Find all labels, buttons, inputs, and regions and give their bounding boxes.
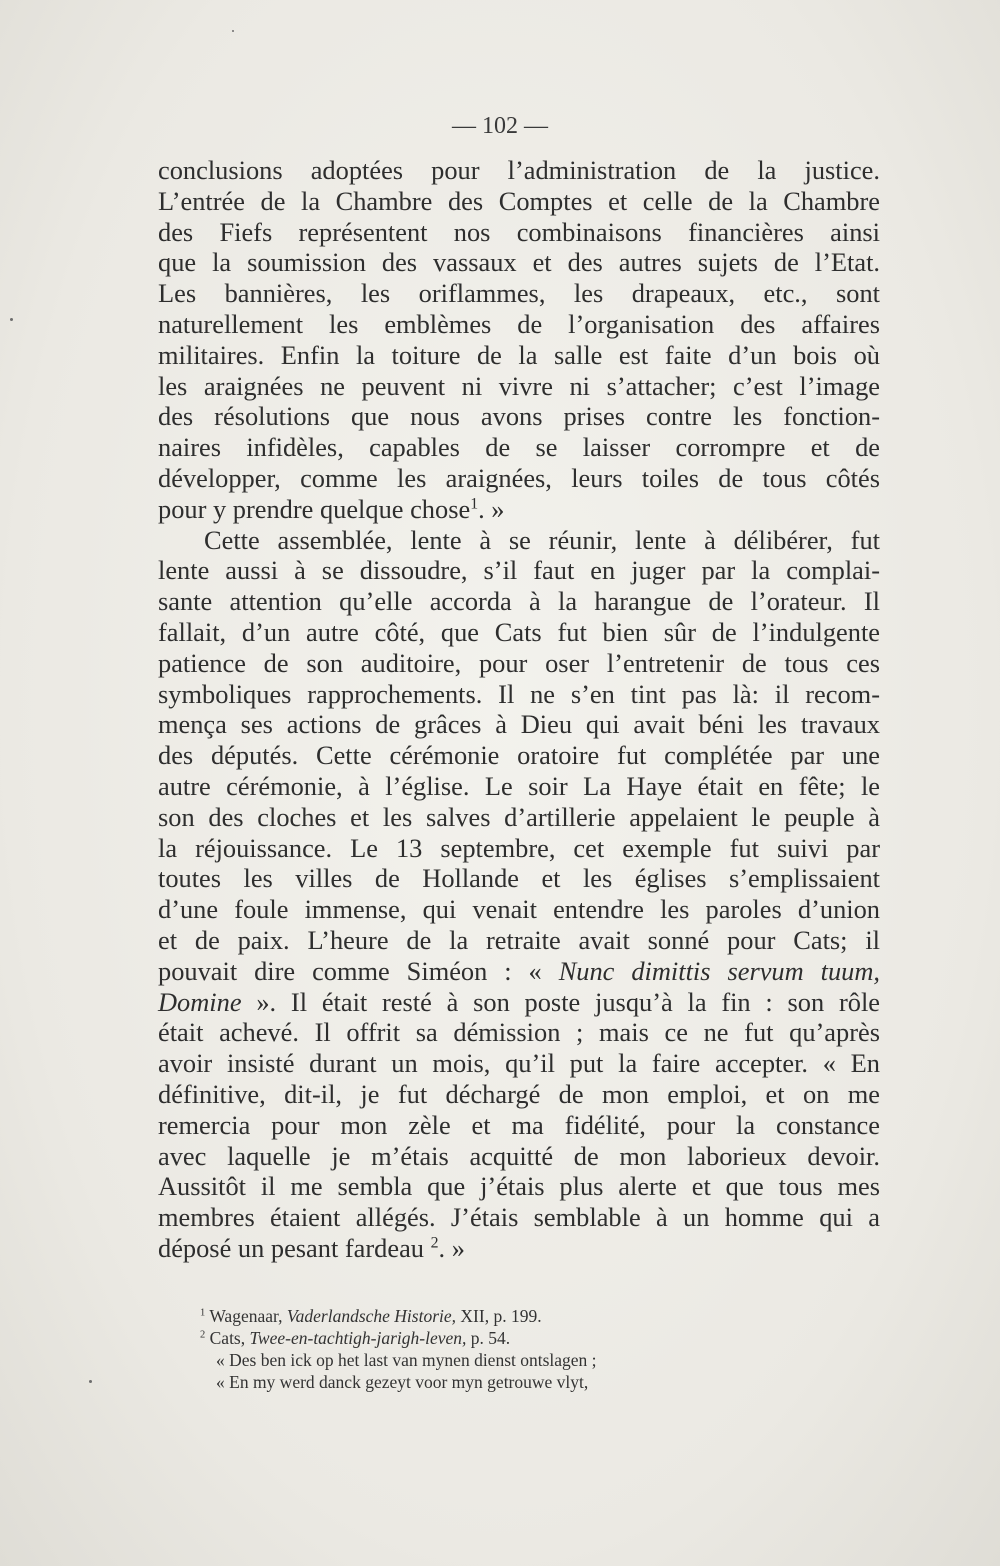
footnote-author: Wagenaar,: [209, 1306, 283, 1326]
footnote-1: [200, 1305, 800, 1327]
text-line: définitive, dit-il, je fut déchargé de mon emploi, et on me: [158, 1078, 880, 1109]
text-line: et de paix. L’heure de la retraite avait sonné pour Cats; il: [158, 924, 880, 955]
latin-quote: Nunc dimittis servum tuum,: [558, 955, 880, 986]
footnote-ref-2: 2: [430, 1234, 439, 1252]
text-line: lente aussi à se dissoudre, s’il faut en juger par la complai-: [158, 555, 880, 586]
text-line: Cette assemblée, lente à se réunir, lente à délibérer, fut: [204, 524, 880, 555]
text-line: son des cloches et les salves d’artillerie appelaient le peuple à: [158, 801, 880, 832]
text-line: avoir insisté durant un mois, qu’il put la faire accepter. « En: [158, 1048, 880, 1079]
last-line-text: pour y prendre quelque chose: [158, 493, 471, 524]
text-line: sante attention qu’elle accorda à la harangue de l’orateur. Il: [158, 586, 880, 617]
text-line: des résolutions que nous avons prises contre les fonction-: [158, 401, 880, 432]
last-line-end: . »: [438, 1232, 465, 1263]
text-line: membres étaient allégés. J’étais semblable à un homme qui a: [158, 1202, 880, 1233]
text-line: les araignées ne peuvent ni vivre ni s’attacher; c’est l’image: [158, 370, 880, 401]
text-line: patience de son auditoire, pour oser l’entretenir de tous ces: [158, 647, 880, 678]
latin-quote-line: [158, 956, 880, 987]
text-line: naires infidèles, capables de se laisser corrompre et de: [158, 432, 880, 463]
footnote-title: Twee-en-tachtigh-jarigh-leven,: [249, 1328, 467, 1348]
text-line: toutes les villes de Hollande et les églises s’emplissaient: [158, 863, 880, 894]
text-line: remercia pour mon zèle et ma fidélité, pour la constance: [158, 1109, 880, 1140]
footnote-ref-1: 1: [470, 495, 479, 513]
text-line: la réjouissance. Le 13 septembre, cet exemple fut suivi par: [158, 832, 880, 863]
text-line: symboliques rapprochements. Il ne s’en tint pas là: il recom-: [158, 678, 880, 709]
latin-quote-domine: Domine: [158, 986, 242, 1017]
paragraph-2-last-line: [158, 1233, 880, 1264]
footnote-2: [200, 1327, 800, 1349]
text-line: que la soumission des vassaux et des autres sujets de l’Etat.: [158, 247, 880, 278]
paragraph-2-rest: [158, 1017, 880, 1233]
text-line: des Fiefs représentent nos combinaisons financières ainsi: [158, 216, 880, 247]
paper-speck: [10, 318, 13, 321]
footnote-verse-2: « En my werd danck gezeyt voor myn getrouwe vlyt,: [216, 1372, 589, 1392]
footnote-author: Cats,: [209, 1328, 246, 1348]
text-line: avec laquelle je m’étais acquitté de mon laborieux devoir.: [158, 1140, 880, 1171]
footnote-ref: XII, p. 199.: [460, 1306, 542, 1326]
body-text: [158, 155, 880, 1264]
paper-speck: [232, 30, 234, 32]
page-number: — 102 —: [452, 113, 548, 139]
footnotes: [200, 1305, 800, 1393]
footnote-ref: p. 54.: [470, 1328, 511, 1348]
text-line: mença ses actions de grâces à Dieu qui avait béni les travaux: [158, 709, 880, 740]
text-line: L’entrée de la Chambre des Comptes et celle de la Chambre: [158, 185, 880, 216]
paper-speck: [89, 1380, 92, 1383]
text-line: des députés. Cette cérémonie oratoire fut complétée par une: [158, 740, 880, 771]
text-line: autre cérémonie, à l’église. Le soir La Haye était en fête; le: [158, 770, 880, 801]
last-line-end: . »: [478, 493, 505, 524]
latin-quote-pre: pouvait dire comme Siméon : «: [158, 955, 542, 986]
domine-line: [158, 987, 880, 1018]
footnote-verse-1: « Des ben ick op het last van mynen dienst ontslagen ;: [216, 1350, 597, 1370]
text-line: conclusions adoptées pour l’administration de la justice.: [158, 155, 880, 185]
footnote-marker: 2: [200, 1329, 206, 1341]
footnote-title: Vaderlandsche Historie,: [286, 1306, 457, 1326]
text-line: d’une foule immense, qui venait entendre les paroles d’union: [158, 894, 880, 925]
paragraph-1: [158, 155, 880, 494]
text-line: développer, comme les araignées, leurs toiles de tous côtés: [158, 462, 880, 493]
text-line: naturellement les emblèmes de l’organisation des affaires: [158, 308, 880, 339]
text-line: militaires. Enfin la toiture de la salle est faite d’un bois où: [158, 339, 880, 370]
last-line-text: déposé un pesant fardeau: [158, 1232, 424, 1263]
paragraph-1-last-line: [158, 494, 880, 525]
text-line: Aussitôt il me sembla que j’étais plus alerte et que tous mes: [158, 1171, 880, 1202]
text-line: Les bannières, les oriflammes, les drapeaux, etc., sont: [158, 278, 880, 309]
text-line: était achevé. Il offrit sa démission ; mais ce ne fut qu’après: [158, 1017, 880, 1048]
footnote-marker: 1: [200, 1307, 206, 1319]
text-line: fallait, d’un autre côté, que Cats fut bien sûr de l’indulgente: [158, 616, 880, 647]
paragraph-2: [158, 525, 880, 956]
domine-line-rest: ». Il était resté à son poste jusqu’à la fin : son rôle: [256, 986, 880, 1017]
